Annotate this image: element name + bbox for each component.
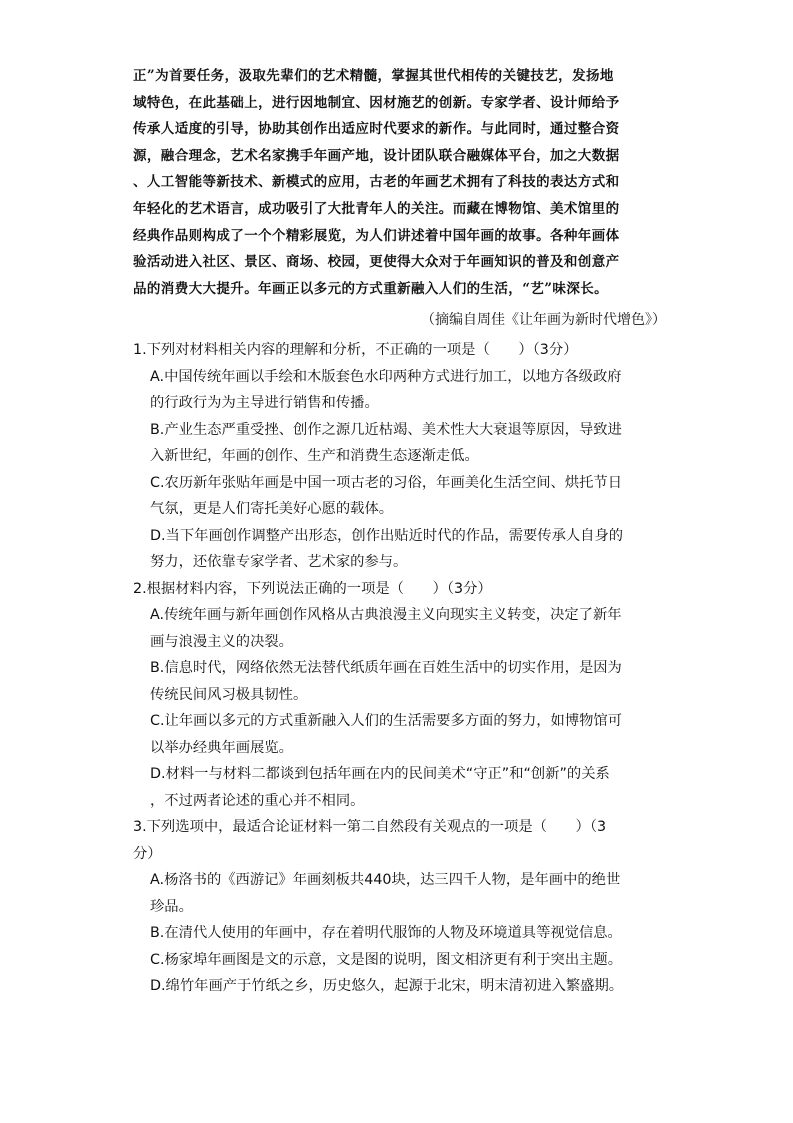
- option-a: A.中国传统年画以手绘和木版套色水印两种方式进行加工，以地方各级政府: [150, 368, 622, 385]
- option-b: B.信息时代，网络依然无法替代纸质年画在百姓生活中的切实作用，是因为: [150, 660, 622, 676]
- option-d: D.绵竹年画产于竹纸之乡，历史悠久，起源于北宋，明末清初进入繁盛期。: [150, 978, 624, 994]
- option-b: B.在清代人使用的年画中，存在着明代服饰的人物及环境道具等视觉信息。: [150, 925, 622, 941]
- option-c: C.让年画以多元的方式重新融入人们的生活需要多方面的努力，如博物馆可: [150, 713, 623, 729]
- passage-line: 品的消费大大提升。年画正以多元的方式重新融入人们的生活，“艺”味深长。: [133, 280, 609, 297]
- option-c: C.农历新年张贴年画是中国一项古老的习俗，年画美化生活空间、烘托节日: [150, 474, 623, 491]
- question-stem: 2.根据材料内容，下列说法正确的一项是（ ）（3分）: [133, 580, 492, 597]
- passage-line: 年轻化的艺术语言，成功吸引了大批青年人的关注。而藏在博物馆、美术馆里的: [133, 200, 620, 217]
- passage-line: 、人工智能等新技术、新模式的应用，古老的年画艺术拥有了科技的表达方式和: [133, 174, 620, 191]
- option-d: D.当下年画创作调整产出形态，创作出贴近时代的作品，需要传承人自身的: [150, 527, 624, 544]
- passage-line: 正”为首要任务，汲取先辈们的艺术精髓，掌握其世代相传的关键技艺，发扬地: [133, 68, 614, 84]
- option-c: C.杨家埠年画图是文的示意，文是图的说明，图文相济更有利于突出主题。: [150, 951, 623, 968]
- question-list: [133, 337, 673, 1000]
- option-d-cont: 努力，还依靠专家学者、艺术家的参与。: [150, 554, 408, 570]
- option-d-cont: ，不过两者论述的重心并不相同。: [150, 792, 365, 809]
- option-a-cont: 画与浪漫主义的决裂。: [150, 633, 293, 650]
- question-stem: 1.下列对材料相关内容的理解和分析，不正确的一项是（ ）（3分）: [133, 342, 578, 358]
- option-b: B.产业生态严重受挫、创作之源几近枯竭、美术性大大衰退等原因，导致进: [150, 421, 622, 438]
- option-a-cont: 的行政行为为主导进行销售和传播。: [150, 395, 379, 411]
- option-b-cont: 入新世纪，年画的创作、生产和消费生态逐渐走低。: [150, 448, 479, 464]
- option-a: A.传统年画与新年画创作风格从古典浪漫主义向现实主义转变，决定了新年: [150, 607, 622, 623]
- passage-line: 域特色，在此基础上，进行因地制宜、因材施艺的创新。专家学者、设计师给予: [133, 94, 620, 111]
- option-a: A.杨洛书的《西游记》年画刻板共440块，达三四千人物，是年画中的绝世: [150, 872, 621, 888]
- passage-line: 验活动进入社区、景区、商场、校园，更使得大众对于年画知识的普及和创意产: [133, 254, 620, 271]
- passage-text: [133, 63, 663, 302]
- question-3: [133, 814, 673, 1000]
- option-b-cont: 传统民间风习极具韧性。: [150, 686, 308, 703]
- question-stem: 3.下列选项中，最适合论证材料一第二自然段有关观点的一项是（ ）（3: [133, 819, 607, 835]
- passage-line: 传承人适度的引导，协助其创作出适应时代要求的新作。与此同时，通过整合资: [133, 121, 620, 138]
- passage-source: （摘编自周佳《让年画为新时代增色》）: [421, 312, 666, 328]
- option-d: D.材料一与材料二都谈到包括年画在内的民间美术“守正”和“创新”的关系: [150, 766, 610, 782]
- passage-line: 经典作品则构成了一个个精彩展览，为人们讲述着中国年画的故事。各种年画体: [133, 227, 620, 244]
- option-a-cont: 珍品。: [150, 898, 193, 915]
- question-stem-cont: 分）: [133, 845, 162, 862]
- option-c-cont: 以举办经典年画展览。: [150, 739, 293, 756]
- question-2: [133, 576, 673, 815]
- passage-line: 源，融合理念，艺术名家携手年画产地，设计团队联合融媒体平台，加之大数据: [133, 147, 620, 164]
- question-1: [133, 337, 673, 576]
- option-c-cont: 气氛，更是人们寄托美好心愿的载体。: [150, 501, 394, 517]
